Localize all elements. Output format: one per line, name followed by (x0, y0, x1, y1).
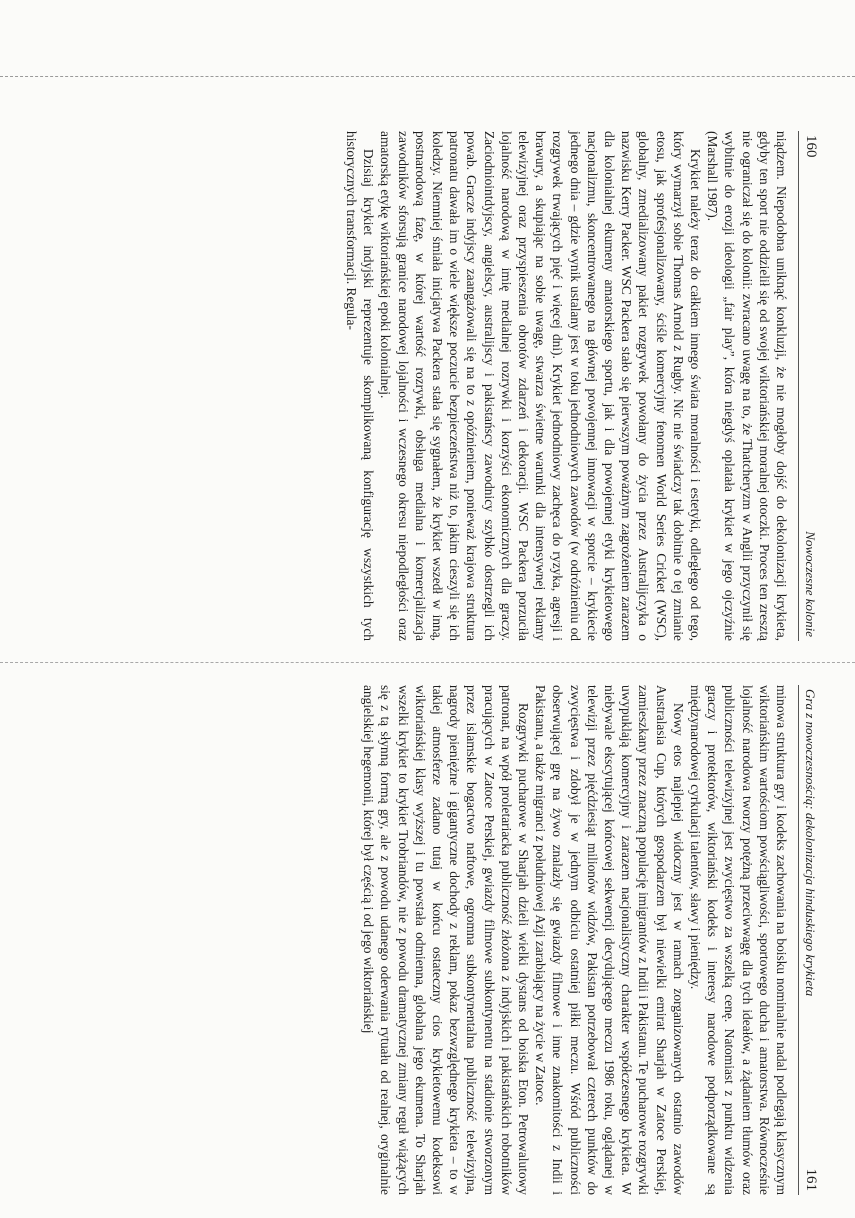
paragraph: Rozgrywki pucharowe w Sharjah dzieli wielki dystans od boiska Eton. Petrowalutowy patronat, na wpół proletariacka publiczność złożona z indyjskich i pakistańskich robotników pracujących w Zatoce Perskiej, gwiazdy filmowe subkontynentu na stadionie stworzonym przez islamskie bogactwo naftowe, ogromna subkontynentalna publiczność telewizyjna, nagrody pieniężne i gigantyczne dochody z reklam, pokaz bezwzględnego krykieta – to w takiej atmosferze zadano tutaj w końcu ostateczny cios krykietowemu kodeksowi wiktoriańskiej klasy wyższej i tu powstała odmienna, globalna jego ekumena. To Sharjah wszelki krykiet to krykiet Trobriandów, nie z powodu dramatycznej zmiany reguł wiążących się z tą słynną formą gry, ale z powodu udanego oderwania rytuału od realnej, oryginalnie angielskiej hegemonii, której był częścią i od jego wiktoriańskiej (361, 685, 531, 1195)
scan-gutter-line (0, 662, 855, 663)
paragraph: Krykiet należy teraz do całkiem innego świata moralności i estetyki, odległego od tego, który wymarzył sobie Thomas Arnold z Rugby. Nic nie świadczy tak dobitnie o tej zmianie etosu, jak sprofesjonalizowany, ściśle komercyjny fenomen World Series Cricket (WSC), globalny, zmedializowany pakiet rozgrywek powołany do życia przez Australijczyka o nazwisku Kerry Packer. WSC Packera stało się pierwszym poważnym zagrożeniem zarazem dla kolonialnej ekumeny amatorskiego sportu, jak i dla powojennej etyki krykietowego nacjonalizmu, skoncentrowanego na głównej powojennej innowacji w sporcie – krykiecie jednego dnia – gdzie wynik ustalany jest w toku jednodniowych zawodów (w odróżnieniu od rozgrywek trwających pięć i więcej dni). Krykiet jednodniowy zachęca do ryzyka, agresji i brawury, a skupiając na sobie uwagę, stwarza świetne warunki dla intensywnej reklamy telewizyjnej oraz przyspieszenia obrotów zdarzeń i dekoracji. WSC Packera porzuciła lojalność narodową w imię medialnej rozrywki i korzyści ekonomicznych dla graczy. Zaciodniointdyjscy, angielscy, australijscy i pakistańscy zawodnicy szybko dostrzegli ich powab. Gracze indyjscy zaangażowali się na to z opóźnieniem, ponieważ krajowa struktura patronatu dawała im o wiele większe poczucie bezpieczeństwa niż to, jakim cieszyli się ich koledzy. Niemniej śmiała inicjatywa Packera stała się sygnałem, że krykiet wszedł w inną, postnarodową fazę, w której wartość rozrywki, obsługa medialna i komercjalizacja zawodników sforsują granice narodowej lojalności i wczesnego okresu niepodległości oraz amatorską etykę wiktoriańskiej epoki kolonialnej. (378, 131, 703, 641)
running-title: Gra z nowoczesnością: dekolonizacja hinduskiego krykieta (803, 689, 818, 997)
book-page-161 (135, 675, 825, 1205)
page-body (360, 685, 790, 1195)
page-number: 161 (803, 1168, 819, 1191)
page-header (798, 131, 819, 641)
paragraph: niądzem. Niepodobna uniknąć konkluzji, że nie mogłoby dojść do dekolonizacji krykieta, gdyby ten sport nie oddzielił się od swojej wiktoriańskiej moralnej otoczki. Proces ten zresztą nie ograniczał się do kolonii: zwracano uwagę na to, że Thatcheryzm w Anglii przyczynił się wybitnie do erozji ideologii „fair play”, która niegdyś oplatała krykiet w jego ojczyźnie (Marshall 1987). (705, 131, 789, 641)
paragraph: Nowy etos najlepiej widoczny jest w ramach zorganizowanych ostatnio zawodów Australasia Cup, których gospodarzem był niewielki emirat Sharjah w Zatoce Perskiej, zamieszkany przez znaczną populację imigrantów z Indii i Pakistanu. Te pucharowe rozgrywki uwypuklają komercyjny i zarazem nacjonalistyczny charakter współczesnego krykieta. W niebywale ekscytującej końcowej sekwencji decydującego meczu 1986 roku, oglądanej w telewizji przez pięćdziesiąt milionów widzów, Pakistan potrzebował czterech punktów do zwycięstwa i zdobył je w jednym odbiciu ostatniej piłki meczu. Wśród publiczności obserwującej grę na żywo znalazły się gwiazdy filmowe i inne znakomitości z Indii i Pakistanu, a także migranci z południowej Azji zarabiający na życie w Zatoce. (533, 685, 686, 1195)
paragraph: minowa struktura gry i kodeks zachowania na boisku nominalnie nadal podlegają klasycznym wiktoriańskim wartościom powściągliwości, sportowego ducha i amatorstwa. Równocześnie lojalność narodowa tworzy potężną przeciwwagę dla tych ideałów, a żądaniem tłumów oraz publiczności telewizyjnej jest zwycięstwo za wszelką cenę. Natomiast z punktu widzenia graczy i protektorów, wiktoriański kodeks i interesy narodowe podporządkowane są międzynarodowej cyrkulacji talentów, sławy i pieniędzy. (687, 685, 789, 1195)
scan-edge-line-top (0, 76, 855, 77)
page-header (798, 685, 819, 1195)
page-body (343, 131, 790, 641)
running-title: Nowoczesne kolonie (803, 531, 818, 637)
paragraph: Dzisiaj krykiet indyjski reprezentuje skomplikowaną konfigurację wszystkich tych historycznych transformacji. Regula- (343, 131, 377, 641)
book-page-160 (135, 121, 825, 651)
page-number: 160 (803, 135, 819, 158)
